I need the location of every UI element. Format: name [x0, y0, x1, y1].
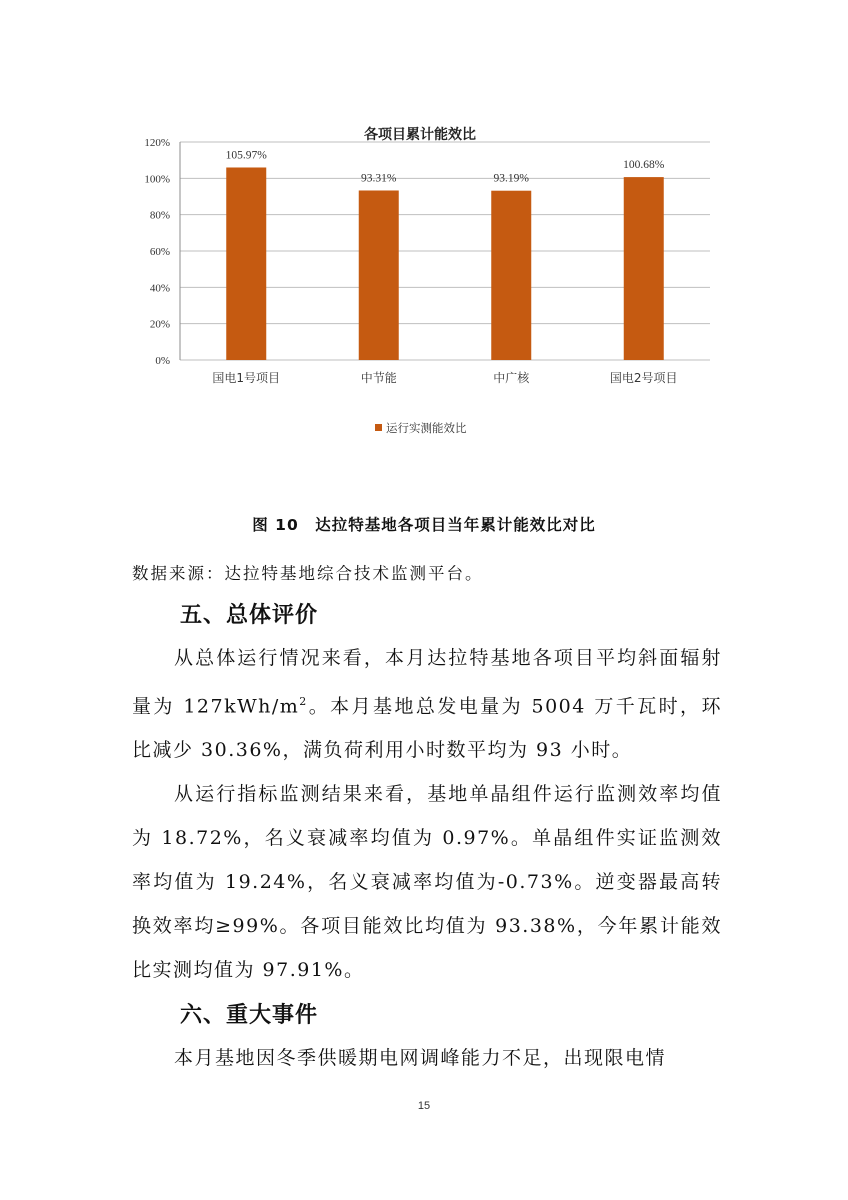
bar-chart-svg	[120, 120, 720, 450]
y-tick-label: 40%	[149, 282, 170, 295]
x-tick-label: 国电2号项目	[609, 371, 678, 385]
bar	[491, 191, 531, 360]
paragraph-indicators: 从运行指标监测结果来看，基地单晶组件运行监测效率均值为 18.72%，名义衰减率均值为 0.97%。单晶组件实证监测效率均值为 19.24%，名义衰减率均值为-0.73%。逆变器最高转换效率均≥99%。各项目能效比均值为 93.38%，今年累计能效比实测均值为 97.91%。	[132, 783, 722, 982]
legend-label: 运行实测能效比	[386, 421, 467, 435]
section-6-body	[132, 1036, 722, 1080]
paragraph-events: 本月基地因冬季供暖期电网调峰能力不足，出现限电情	[174, 1047, 667, 1069]
data-label: 100.68%	[623, 159, 665, 172]
y-tick-label: 20%	[149, 318, 170, 331]
chart	[120, 120, 720, 450]
data-label: 93.31%	[361, 172, 397, 185]
bar	[624, 177, 664, 360]
chart-title: 各项目累计能效比	[364, 127, 476, 143]
data-label: 105.97%	[225, 149, 267, 162]
page-number: 15	[417, 1100, 431, 1112]
paragraph-overall-part2: 。本月基地总发电量为 5004 万千瓦时，环比减少 30.36%，满负荷利用小时数平均为 93 小时。	[132, 695, 722, 762]
y-tick-label: 100%	[144, 173, 170, 186]
superscript: 2	[299, 695, 308, 708]
section-heading-6: 六、重大事件	[180, 1003, 319, 1028]
x-tick-label: 中节能	[360, 371, 397, 385]
y-tick-label: 0%	[155, 355, 170, 367]
section-5-body	[132, 636, 722, 992]
bar	[226, 167, 266, 360]
y-tick-label: 80%	[149, 209, 170, 222]
x-tick-label: 中广核	[493, 371, 530, 385]
x-tick-label: 国电1号项目	[212, 371, 281, 385]
paragraph-overall-part1: 从总体运行情况来看，本月达拉特基地各项目平均斜面辐射量为 127kWh/m	[132, 647, 722, 718]
bar	[359, 190, 399, 360]
data-source-note: 数据来源：达拉特基地综合技术监测平台。	[132, 564, 484, 583]
section-heading-5: 五、总体评价	[180, 603, 319, 628]
legend-swatch	[375, 424, 382, 431]
data-label: 93.19%	[493, 172, 529, 185]
paragraph-overall	[132, 636, 722, 772]
figure-caption: 图 10 达拉特基地各项目当年累计能效比对比	[252, 516, 596, 534]
y-tick-label: 120%	[144, 137, 170, 149]
y-tick-label: 60%	[149, 246, 170, 258]
